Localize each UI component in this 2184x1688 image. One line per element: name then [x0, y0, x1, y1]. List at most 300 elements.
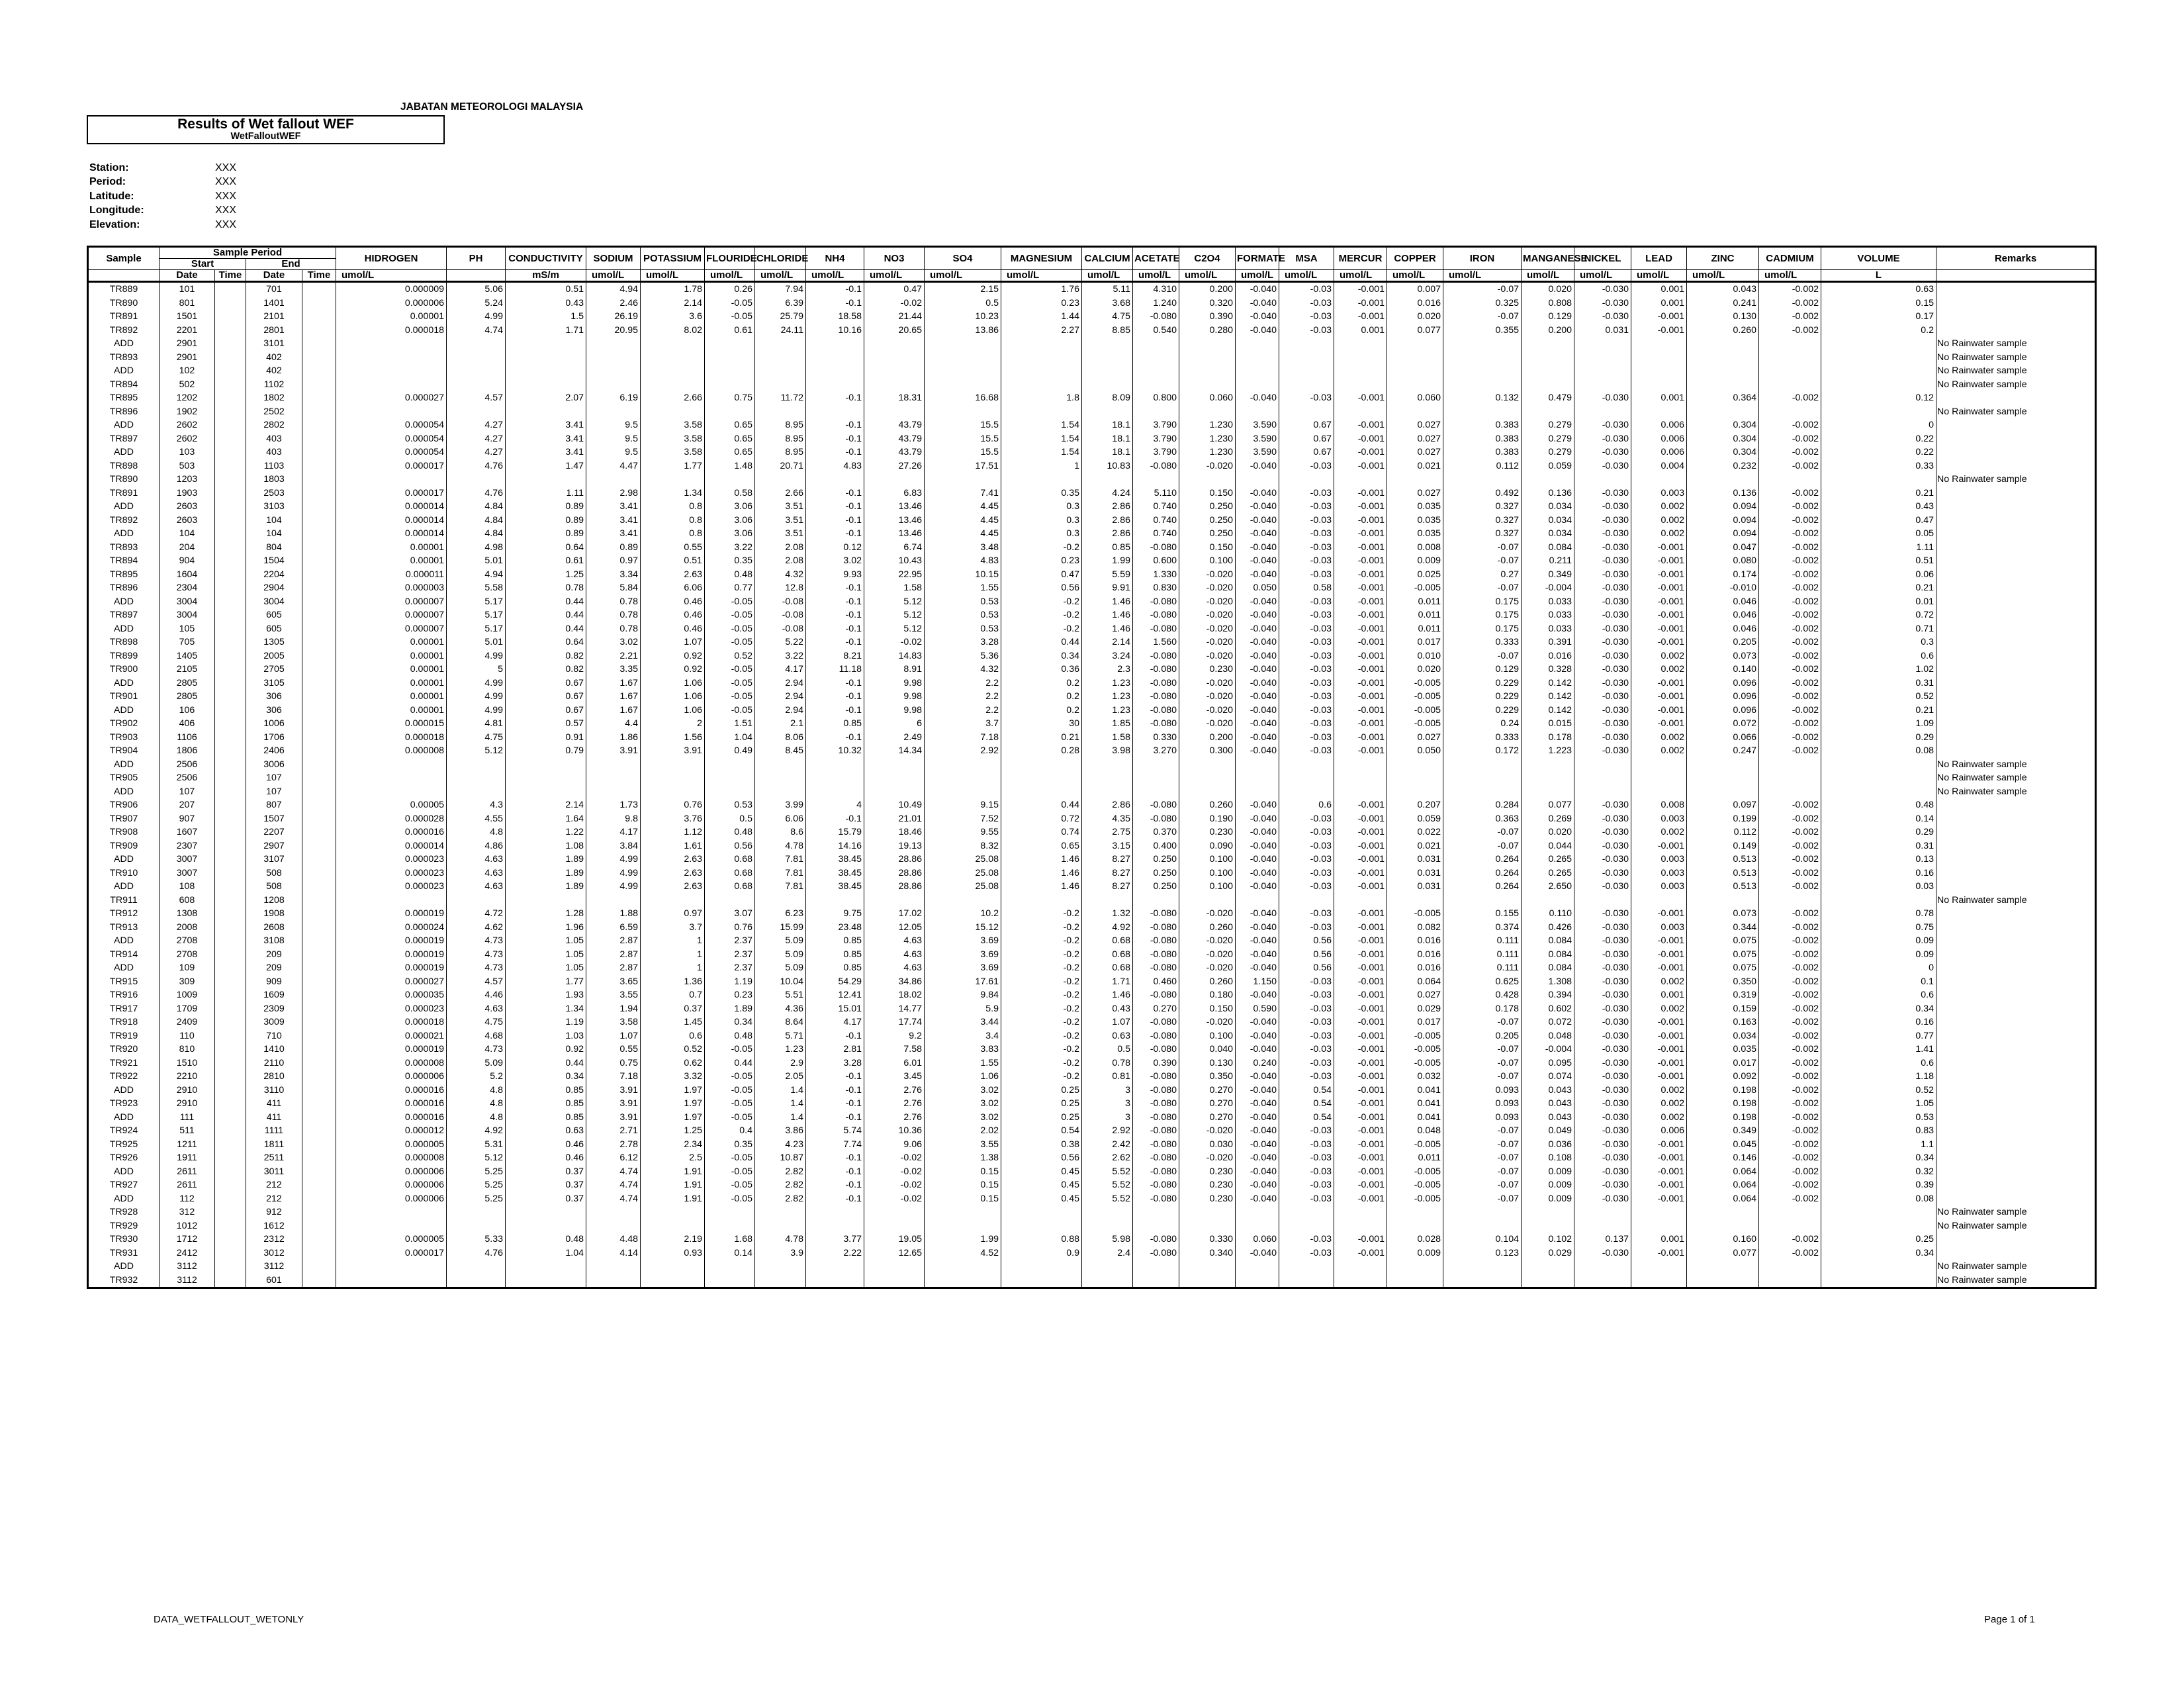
value-calcium: 1.46: [1082, 622, 1133, 636]
value-copper: -0.005: [1387, 1165, 1443, 1179]
value-msa: -0.03: [1279, 1056, 1334, 1070]
value-formate: [1236, 351, 1279, 365]
end-time: [302, 1151, 336, 1165]
value-c2o4: 0.230: [1179, 663, 1236, 677]
value-no3: [864, 1260, 925, 1274]
value-ph: 4.92: [447, 1124, 506, 1138]
value-mercur: -0.001: [1334, 608, 1387, 622]
value-nh4: -0.1: [806, 731, 864, 745]
unit-label: umol/L: [1236, 270, 1279, 282]
value-magnesium: 1.46: [1001, 880, 1082, 894]
value-potassium: 1.91: [641, 1165, 705, 1179]
value-magnesium: 0.45: [1001, 1178, 1082, 1192]
value-formate: [1236, 364, 1279, 378]
value-magnesium: -0.2: [1001, 934, 1082, 948]
value-msa: -0.03: [1279, 1233, 1334, 1246]
value-acetate: 0.370: [1133, 825, 1179, 839]
value-sodium: 4.74: [586, 1178, 641, 1192]
value-flouride: 0.56: [705, 839, 755, 853]
value-cadmium: -0.002: [1759, 744, 1821, 758]
start-date: 101: [159, 282, 215, 297]
value-copper: 0.027: [1387, 418, 1443, 432]
value-magnesium: 1.54: [1001, 418, 1082, 432]
value-nh4: 15.79: [806, 825, 864, 839]
value-magnesium: 0.88: [1001, 1233, 1082, 1246]
value-calcium: 3: [1082, 1084, 1133, 1098]
value-hidrogen: 0.000014: [336, 514, 447, 528]
value-manganese: 0.265: [1522, 867, 1574, 880]
value-volume: 0.6: [1821, 988, 1936, 1002]
value-ph: 4.73: [447, 934, 506, 948]
value-cadmium: -0.002: [1759, 487, 1821, 500]
start-time: [215, 744, 246, 758]
value-flouride: [705, 351, 755, 365]
value-conductivity: 0.51: [506, 282, 586, 297]
value-chloride: [755, 351, 806, 365]
remarks-cell: [1936, 432, 2096, 446]
value-nickel: -0.030: [1574, 282, 1631, 297]
meta-label: Elevation:: [89, 218, 140, 230]
value-ph: 4.55: [447, 812, 506, 826]
value-volume: 0.29: [1821, 731, 1936, 745]
table-row: [88, 948, 2096, 962]
value-formate: -0.040: [1236, 690, 1279, 704]
value-acetate: -0.080: [1133, 717, 1179, 731]
value-zinc: 0.198: [1687, 1111, 1759, 1125]
value-lead: -0.001: [1631, 704, 1687, 718]
value-potassium: 1.91: [641, 1178, 705, 1192]
value-manganese: 2.650: [1522, 880, 1574, 894]
value-zinc: [1687, 1260, 1759, 1274]
value-nh4: 0.85: [806, 934, 864, 948]
sample-id: TR890: [88, 473, 159, 487]
value-formate: [1236, 378, 1279, 392]
value-so4: [925, 1274, 1001, 1288]
start-date: 1903: [159, 487, 215, 500]
value-sodium: 3.91: [586, 1111, 641, 1125]
value-magnesium: 1.44: [1001, 310, 1082, 324]
value-sodium: 2.78: [586, 1138, 641, 1152]
value-nickel: -0.030: [1574, 487, 1631, 500]
table-row: [88, 758, 2096, 772]
end-time: [302, 934, 336, 948]
remarks-cell: [1936, 514, 2096, 528]
value-flouride: [705, 894, 755, 908]
value-copper: -0.005: [1387, 1043, 1443, 1056]
value-nh4: [806, 758, 864, 772]
value-ph: 4.62: [447, 921, 506, 935]
start-date: 103: [159, 445, 215, 459]
table-row: [88, 1070, 2096, 1084]
start-time: [215, 1205, 246, 1219]
table-row: [88, 921, 2096, 935]
value-volume: 0.47: [1821, 514, 1936, 528]
value-magnesium: [1001, 473, 1082, 487]
start-date: 1902: [159, 405, 215, 419]
value-conductivity: [506, 473, 586, 487]
value-lead: -0.001: [1631, 1192, 1687, 1206]
table-row: [88, 608, 2096, 622]
value-calcium: [1082, 405, 1133, 419]
value-acetate: -0.080: [1133, 1084, 1179, 1098]
value-nh4: 12.41: [806, 988, 864, 1002]
value-acetate: -0.080: [1133, 907, 1179, 921]
value-ph: 4.8: [447, 825, 506, 839]
value-flouride: 2.37: [705, 961, 755, 975]
sample-id: TR898: [88, 459, 159, 473]
value-ph: 4.99: [447, 677, 506, 690]
value-hidrogen: 0.000018: [336, 1015, 447, 1029]
value-zinc: 0.094: [1687, 514, 1759, 528]
start-date: 3007: [159, 853, 215, 867]
value-manganese: 0.049: [1522, 1124, 1574, 1138]
value-msa: 0.54: [1279, 1084, 1334, 1098]
end-date: 3107: [246, 853, 302, 867]
value-so4: [925, 405, 1001, 419]
value-formate: -0.040: [1236, 568, 1279, 582]
value-c2o4: -0.020: [1179, 704, 1236, 718]
value-flouride: 0.35: [705, 1138, 755, 1152]
value-so4: 25.08: [925, 880, 1001, 894]
value-lead: -0.001: [1631, 1056, 1687, 1070]
value-msa: [1279, 771, 1334, 785]
value-so4: [925, 1205, 1001, 1219]
start-time: [215, 663, 246, 677]
table-row: [88, 418, 2096, 432]
value-formate: -0.040: [1236, 622, 1279, 636]
value-msa: -0.03: [1279, 554, 1334, 568]
value-manganese: [1522, 364, 1574, 378]
value-volume: 0.39: [1821, 1178, 1936, 1192]
value-cadmium: -0.002: [1759, 1151, 1821, 1165]
value-msa: -0.03: [1279, 649, 1334, 663]
value-msa: [1279, 337, 1334, 351]
value-manganese: 0.129: [1522, 310, 1574, 324]
sample-id: ADD: [88, 595, 159, 609]
value-acetate: -0.080: [1133, 1138, 1179, 1152]
table-row: [88, 1084, 2096, 1098]
value-lead: 0.006: [1631, 445, 1687, 459]
value-calcium: 1.46: [1082, 608, 1133, 622]
value-lead: [1631, 351, 1687, 365]
value-chloride: 2.94: [755, 677, 806, 690]
value-iron: -0.07: [1443, 649, 1522, 663]
value-msa: -0.03: [1279, 595, 1334, 609]
end-date: 912: [246, 1205, 302, 1219]
start-date: 1009: [159, 988, 215, 1002]
table-row: [88, 635, 2096, 649]
value-flouride: 0.53: [705, 798, 755, 812]
value-manganese: 0.808: [1522, 297, 1574, 310]
value-copper: 0.011: [1387, 595, 1443, 609]
value-zinc: 0.094: [1687, 527, 1759, 541]
value-calcium: 1.85: [1082, 717, 1133, 731]
value-no3: [864, 894, 925, 908]
value-potassium: 2.19: [641, 1233, 705, 1246]
value-sodium: [586, 894, 641, 908]
value-ph: 5.58: [447, 581, 506, 595]
value-nickel: -0.030: [1574, 839, 1631, 853]
value-iron: 0.093: [1443, 1084, 1522, 1098]
value-iron: [1443, 1219, 1522, 1233]
end-date: 909: [246, 975, 302, 989]
sample-column-header: Sample: [88, 247, 159, 270]
value-mercur: -0.001: [1334, 1043, 1387, 1056]
value-flouride: [705, 1260, 755, 1274]
value-volume: 0.78: [1821, 907, 1936, 921]
value-acetate: -0.080: [1133, 1178, 1179, 1192]
parameter-header-manganese: MANGANESE: [1522, 247, 1574, 270]
sample-id: TR894: [88, 554, 159, 568]
value-copper: 0.028: [1387, 1233, 1443, 1246]
value-flouride: [705, 785, 755, 799]
value-msa: -0.03: [1279, 975, 1334, 989]
value-volume: 0.08: [1821, 744, 1936, 758]
value-iron: [1443, 1205, 1522, 1219]
value-msa: -0.03: [1279, 1029, 1334, 1043]
value-magnesium: 0.34: [1001, 649, 1082, 663]
value-iron: 0.132: [1443, 391, 1522, 405]
value-zinc: 0.319: [1687, 988, 1759, 1002]
value-cadmium: [1759, 337, 1821, 351]
sample-id: TR916: [88, 988, 159, 1002]
value-copper: 0.017: [1387, 635, 1443, 649]
value-lead: 0.002: [1631, 1097, 1687, 1111]
end-date: 2005: [246, 649, 302, 663]
value-lead: 0.002: [1631, 1111, 1687, 1125]
value-magnesium: 0.45: [1001, 1192, 1082, 1206]
value-nh4: 10.32: [806, 744, 864, 758]
value-so4: 3.02: [925, 1084, 1001, 1098]
sample-id: TR890: [88, 297, 159, 310]
value-manganese: 0.328: [1522, 663, 1574, 677]
value-cadmium: -0.002: [1759, 961, 1821, 975]
end-date: 2904: [246, 581, 302, 595]
value-nh4: -0.1: [806, 812, 864, 826]
value-manganese: 0.349: [1522, 568, 1574, 582]
start-time: [215, 622, 246, 636]
end-time: [302, 1219, 336, 1233]
value-iron: [1443, 1274, 1522, 1288]
value-msa: -0.03: [1279, 1043, 1334, 1056]
value-manganese: [1522, 785, 1574, 799]
remarks-cell: No Rainwater sample: [1936, 405, 2096, 419]
unit-label: umol/L: [705, 270, 755, 282]
start-time: [215, 554, 246, 568]
value-mercur: -0.001: [1334, 649, 1387, 663]
value-so4: 1.99: [925, 1233, 1001, 1246]
sample-id: TR905: [88, 771, 159, 785]
value-lead: 0.006: [1631, 1124, 1687, 1138]
value-hidrogen: [336, 337, 447, 351]
value-sodium: 4.4: [586, 717, 641, 731]
station-meta-values: [215, 161, 236, 232]
value-nickel: -0.030: [1574, 595, 1631, 609]
end-date: 3101: [246, 337, 302, 351]
end-date: 411: [246, 1097, 302, 1111]
remarks-cell: [1936, 1015, 2096, 1029]
value-acetate: 3.790: [1133, 445, 1179, 459]
start-date: 2210: [159, 1070, 215, 1084]
value-hidrogen: 0.00001: [336, 554, 447, 568]
value-manganese: 0.043: [1522, 1097, 1574, 1111]
sample-id: TR928: [88, 1205, 159, 1219]
remarks-cell: [1936, 961, 2096, 975]
value-conductivity: 2.14: [506, 798, 586, 812]
value-no3: -0.02: [864, 1165, 925, 1179]
value-formate: -0.040: [1236, 324, 1279, 338]
start-time: [215, 731, 246, 745]
value-potassium: 3.76: [641, 812, 705, 826]
sample-id: TR907: [88, 812, 159, 826]
value-potassium: 2.66: [641, 391, 705, 405]
start-time: [215, 771, 246, 785]
value-iron: 0.205: [1443, 1029, 1522, 1043]
value-msa: -0.03: [1279, 1124, 1334, 1138]
value-nickel: 0.137: [1574, 1233, 1631, 1246]
value-flouride: [705, 378, 755, 392]
start-time: [215, 934, 246, 948]
sample-id: ADD: [88, 1260, 159, 1274]
value-sodium: 4.17: [586, 825, 641, 839]
value-so4: 4.45: [925, 527, 1001, 541]
value-manganese: 0.034: [1522, 527, 1574, 541]
value-msa: -0.03: [1279, 880, 1334, 894]
value-copper: 0.027: [1387, 731, 1443, 745]
value-flouride: 0.52: [705, 649, 755, 663]
value-magnesium: -0.2: [1001, 1002, 1082, 1016]
end-date: 2608: [246, 921, 302, 935]
value-msa: [1279, 378, 1334, 392]
value-potassium: 1: [641, 961, 705, 975]
value-conductivity: [506, 364, 586, 378]
value-manganese: 0.034: [1522, 514, 1574, 528]
end-date: 605: [246, 608, 302, 622]
remarks-cell: [1936, 867, 2096, 880]
value-cadmium: -0.002: [1759, 867, 1821, 880]
value-lead: [1631, 337, 1687, 351]
value-hidrogen: 0.000035: [336, 988, 447, 1002]
value-magnesium: -0.2: [1001, 541, 1082, 555]
value-magnesium: 0.2: [1001, 690, 1082, 704]
value-nickel: -0.030: [1574, 1192, 1631, 1206]
value-zinc: 0.075: [1687, 934, 1759, 948]
value-nickel: -0.030: [1574, 812, 1631, 826]
start-time: [215, 1151, 246, 1165]
value-flouride: [705, 405, 755, 419]
value-cadmium: -0.002: [1759, 622, 1821, 636]
value-so4: 15.5: [925, 445, 1001, 459]
value-mercur: [1334, 771, 1387, 785]
value-so4: 0.53: [925, 608, 1001, 622]
value-potassium: [641, 1274, 705, 1288]
value-formate: -0.040: [1236, 825, 1279, 839]
value-c2o4: 0.200: [1179, 282, 1236, 297]
value-sodium: 4.99: [586, 853, 641, 867]
value-magnesium: [1001, 405, 1082, 419]
table-row: [88, 1043, 2096, 1056]
table-row: [88, 337, 2096, 351]
value-nickel: 0.031: [1574, 324, 1631, 338]
sample-id: TR927: [88, 1178, 159, 1192]
value-so4: 9.15: [925, 798, 1001, 812]
table-row: [88, 1029, 2096, 1043]
value-flouride: 3.06: [705, 500, 755, 514]
value-msa: 0.54: [1279, 1097, 1334, 1111]
value-magnesium: [1001, 364, 1082, 378]
value-iron: 0.175: [1443, 608, 1522, 622]
value-conductivity: 1.22: [506, 825, 586, 839]
value-so4: 3.4: [925, 1029, 1001, 1043]
remarks-cell: [1936, 568, 2096, 582]
value-manganese: 0.095: [1522, 1056, 1574, 1070]
value-so4: 5.36: [925, 649, 1001, 663]
start-time: [215, 595, 246, 609]
parameter-header-sodium: SODIUM: [586, 247, 641, 270]
value-flouride: 0.75: [705, 391, 755, 405]
value-formate: -0.040: [1236, 717, 1279, 731]
value-potassium: 1.07: [641, 635, 705, 649]
value-nickel: -0.030: [1574, 310, 1631, 324]
remarks-cell: [1936, 1233, 2096, 1246]
value-nickel: [1574, 1205, 1631, 1219]
value-flouride: -0.05: [705, 1178, 755, 1192]
value-acetate: -0.080: [1133, 459, 1179, 473]
parameter-header-flouride: FLOURIDE: [705, 247, 755, 270]
value-lead: -0.001: [1631, 1151, 1687, 1165]
remarks-cell: [1936, 1097, 2096, 1111]
value-magnesium: 0.56: [1001, 1151, 1082, 1165]
value-flouride: 1.48: [705, 459, 755, 473]
end-date: 2101: [246, 310, 302, 324]
value-ph: 4.76: [447, 487, 506, 500]
value-lead: -0.001: [1631, 324, 1687, 338]
value-lead: [1631, 364, 1687, 378]
value-acetate: -0.080: [1133, 961, 1179, 975]
value-conductivity: 1.05: [506, 961, 586, 975]
remarks-cell: [1936, 541, 2096, 555]
value-zinc: 0.097: [1687, 798, 1759, 812]
value-nh4: -0.1: [806, 1070, 864, 1084]
value-iron: -0.07: [1443, 1192, 1522, 1206]
value-zinc: 0.260: [1687, 324, 1759, 338]
value-cadmium: [1759, 1274, 1821, 1288]
value-lead: 0.004: [1631, 459, 1687, 473]
end-time: [302, 771, 336, 785]
table-row: [88, 880, 2096, 894]
value-so4: [925, 894, 1001, 908]
value-ph: 5.25: [447, 1178, 506, 1192]
value-ph: [447, 473, 506, 487]
remarks-cell: [1936, 731, 2096, 745]
end-date: 2810: [246, 1070, 302, 1084]
value-nh4: [806, 337, 864, 351]
value-no3: 12.65: [864, 1246, 925, 1260]
end-date: 2502: [246, 405, 302, 419]
start-time: [215, 1165, 246, 1179]
value-sodium: 0.75: [586, 1056, 641, 1070]
value-chloride: [755, 473, 806, 487]
value-conductivity: 0.57: [506, 717, 586, 731]
sample-id: TR913: [88, 921, 159, 935]
value-acetate: -0.080: [1133, 988, 1179, 1002]
value-no3: -0.02: [864, 1178, 925, 1192]
value-iron: -0.07: [1443, 1138, 1522, 1152]
value-lead: 0.002: [1631, 500, 1687, 514]
value-mercur: -0.001: [1334, 554, 1387, 568]
value-nh4: 0.85: [806, 717, 864, 731]
value-c2o4: -0.020: [1179, 717, 1236, 731]
